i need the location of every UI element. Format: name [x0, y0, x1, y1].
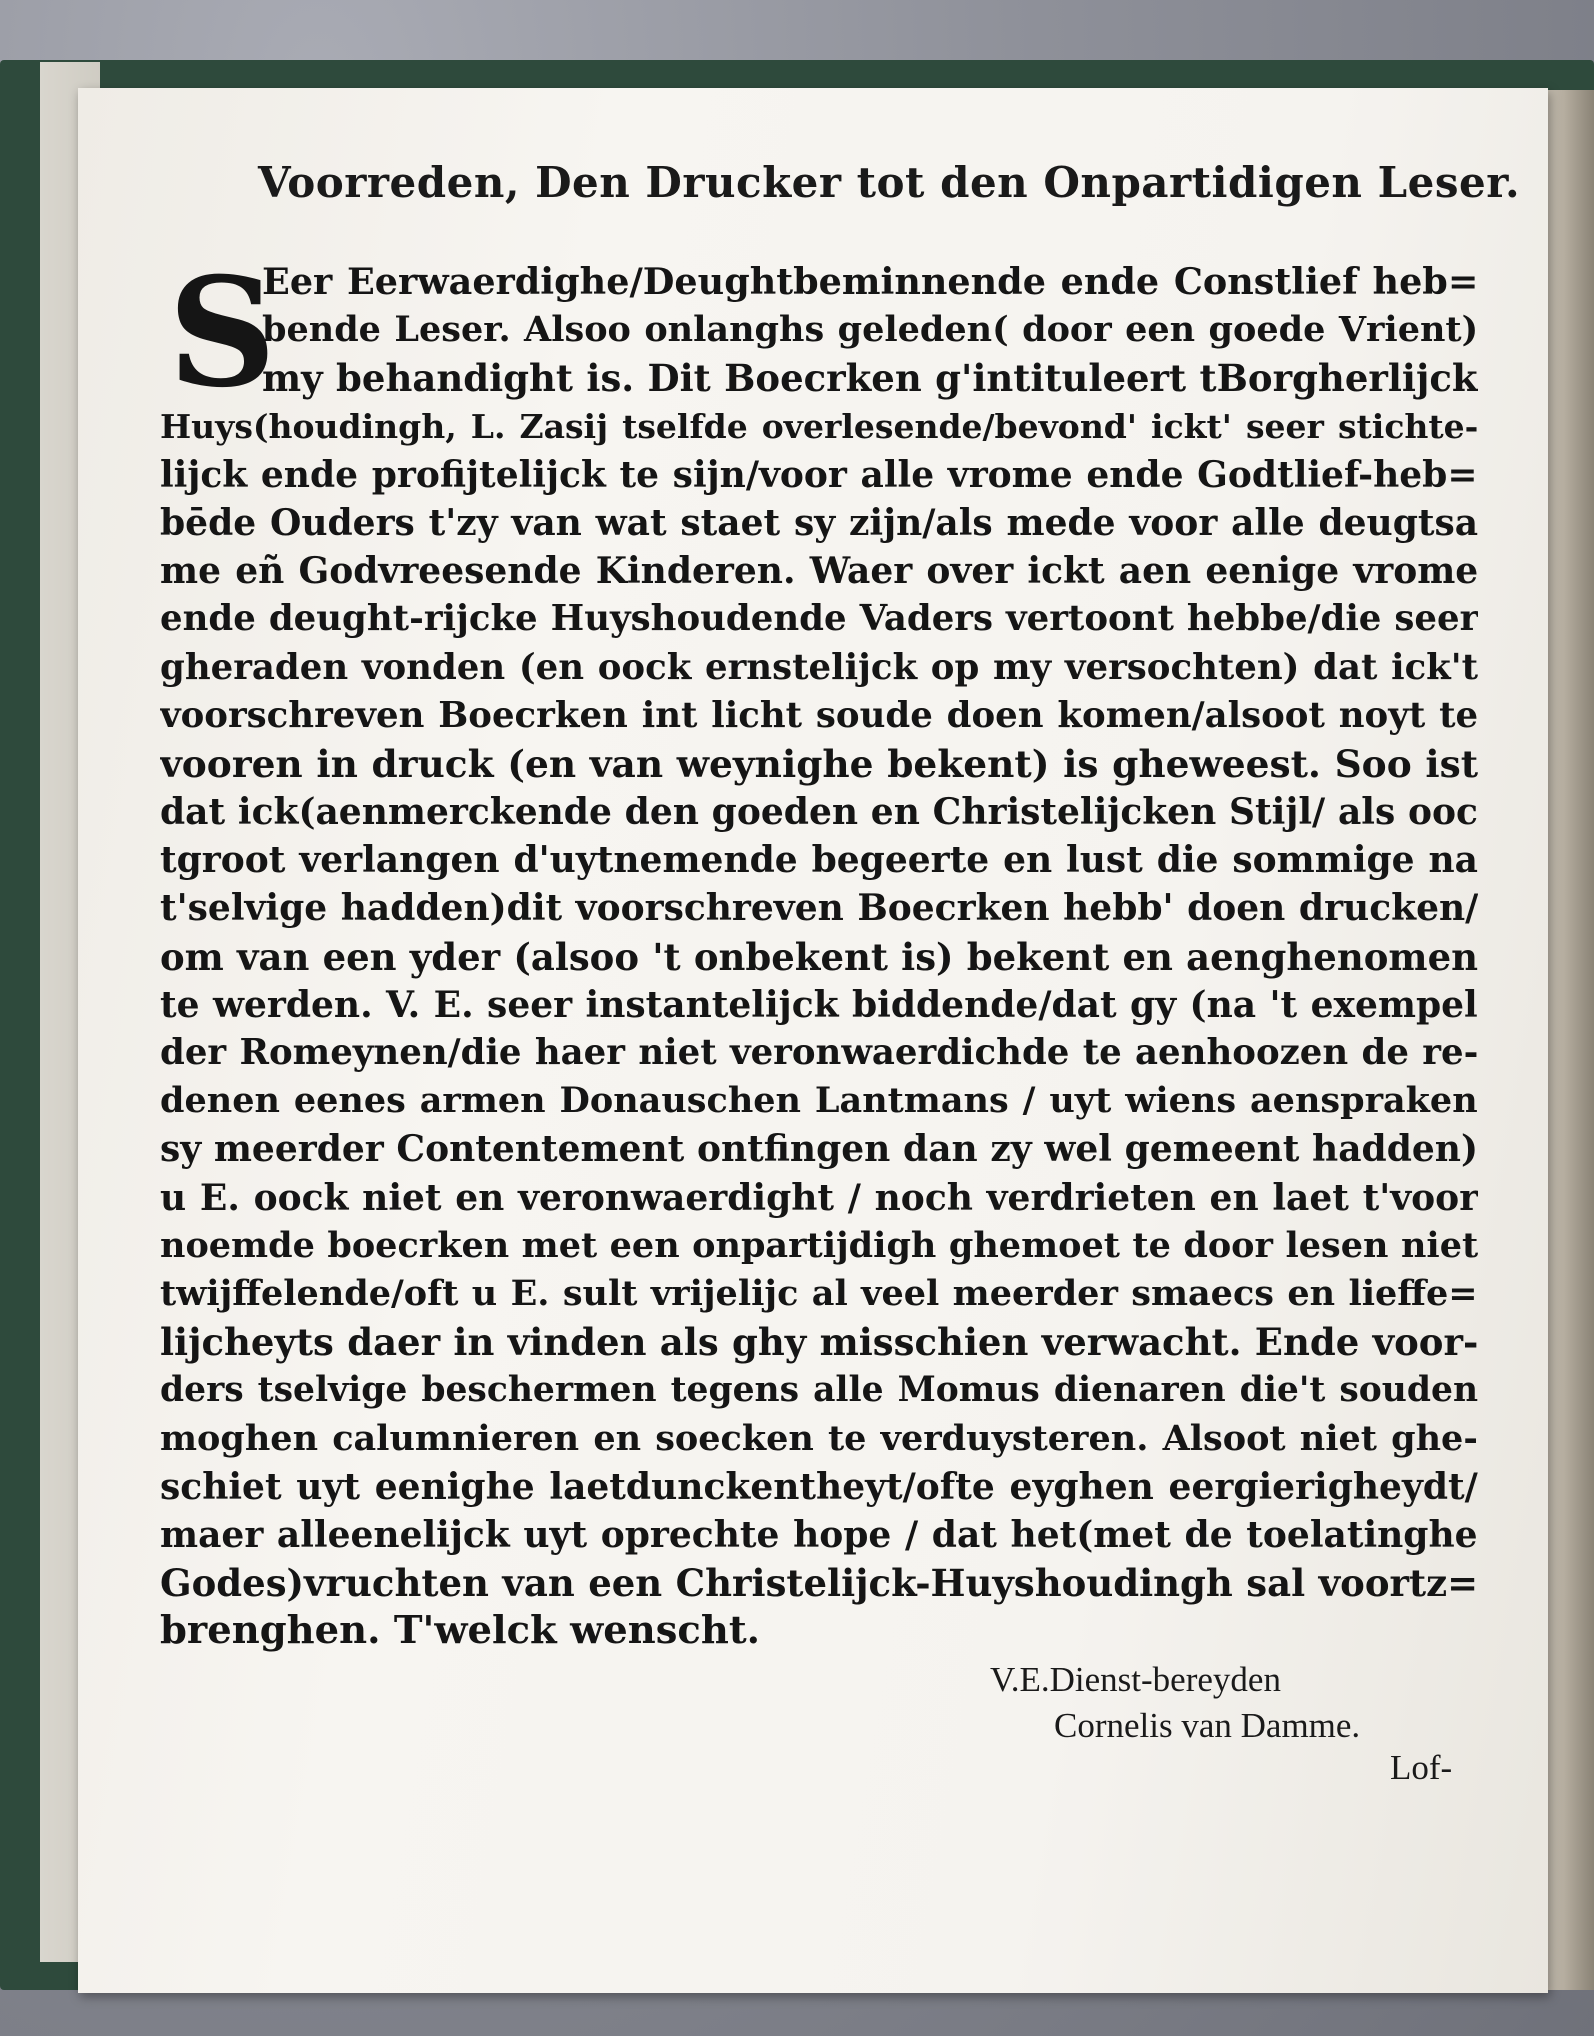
drop-cap: S	[168, 245, 277, 421]
text-line: ende deught-rijcke Huyshoudende Vaders vertoont hebbe/die seer	[160, 598, 1478, 640]
text-line: schiet uyt eenighe laetdunckentheyt/ofte eyghen eergierigheydt/	[160, 1465, 1478, 1508]
text-line: lijck ende profijtelijck te sijn/voor alle vrome ende Godtlief-heb=	[160, 453, 1478, 496]
text-line: twijffelende/oft u E. sult vrijelijc al veel meerder smaecs en lieffe=	[160, 1272, 1478, 1314]
text-line: dat ick(aenmerckende den goeden en Christelijcken Stijl/ als ooc	[160, 791, 1478, 834]
text-line: bēde Ouders t'zy van wat staet sy zijn/als mede voor alle deugtsa	[160, 501, 1478, 544]
text-line: me eñ Godvreesende Kinderen. Waer over ickt aen eenige vrome	[160, 550, 1478, 593]
signature-name: Cornelis van Damme.	[1054, 1706, 1361, 1745]
text-line: gheraden vonden (en oock ernstelijck op my versochten) dat ick't	[160, 646, 1478, 688]
text-line: moghen calumnieren en soecken te verduysteren. Alsoot niet ghe-	[160, 1417, 1478, 1459]
text-line: voorschreven Boecrken int licht soude doen komen/alsoot noyt te	[160, 694, 1478, 736]
text-line: te werden. V. E. seer instantelijck biddende/dat gy (na 't exempel	[160, 983, 1478, 1026]
catchword: Lof-	[1390, 1748, 1453, 1787]
text-line: Godes)vruchten van een Christelijck-Huyshoudingh sal voortz=	[160, 1561, 1478, 1606]
text-line: denen eenes armen Donauschen Lantmans / uyt wiens aenspraken	[160, 1080, 1478, 1122]
signature-line: V.E.Dienst-bereyden	[990, 1660, 1281, 1699]
text-line: vooren in druck (en van weynighe bekent) is gheweest. Soo ist	[160, 741, 1478, 786]
text-line: maer alleenelijck uyt oprechte hope / dat het(met de toelatinghe	[160, 1513, 1478, 1556]
text-line: lijcheyts daer in vinden als ghy misschien verwacht. Ende voor-	[160, 1320, 1478, 1365]
text-line: bende Leser. Alsoo onlanghs geleden( door een goede Vrient)	[262, 309, 1478, 351]
text-line: Eer Eerwaerdighe/Deughtbeminnende ende Constlief heb=	[262, 260, 1478, 303]
text-line: t'selvige hadden)dit voorschreven Boecrken hebb' doen drucken/	[160, 887, 1478, 930]
text-line: my behandight is. Dit Boecrken g'intituleert tBorgherlijck	[262, 356, 1478, 401]
text-line: Huys(houdingh, L. Zasij tselfde overlesende/bevond' ickt' seer stichte-	[160, 406, 1478, 446]
text-line: noemde boecrken met een onpartijdigh ghemoet te door lesen niet	[160, 1224, 1478, 1266]
preface-text	[160, 245, 1478, 1655]
text-line: sy meerder Contentement ontfingen dan zy wel gemeent hadden)	[160, 1128, 1478, 1171]
text-line: om van een yder (alsoo 't onbekent is) bekent en aenghenomen	[160, 934, 1478, 979]
text-line: u E. oock niet en veronwaerdight / noch verdrieten en laet t'voor	[160, 1176, 1478, 1219]
page-title: Voorreden, Den Drucker tot den Onpartidigen Leser.	[258, 158, 1521, 207]
text-line: brenghen. T'welck wenscht.	[160, 1608, 761, 1654]
text-line: ders tselvige beschermen tegens alle Momus dienaren die't souden	[160, 1370, 1478, 1411]
text-line: der Romeynen/die haer niet veronwaerdichde te aenhoozen de re-	[160, 1032, 1478, 1073]
text-line: tgroot verlangen d'uytnemende begeerte en lust die sommige na	[160, 839, 1478, 882]
